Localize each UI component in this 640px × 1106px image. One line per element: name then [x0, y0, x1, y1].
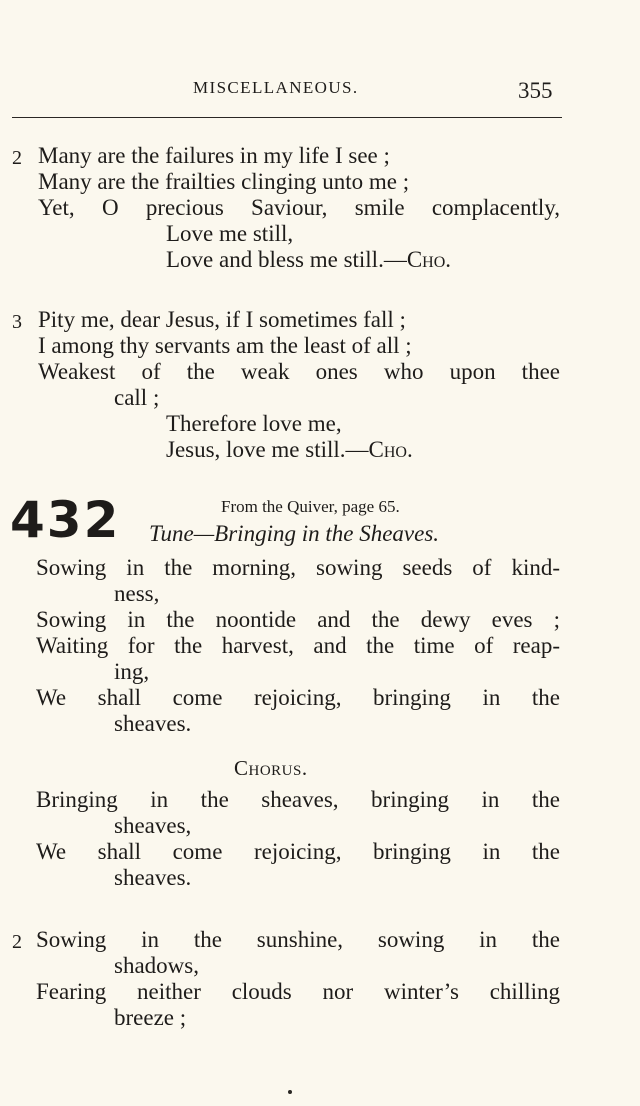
hymn-source: From the Quiver, page 65. [221, 497, 400, 516]
verse-line: sheaves. [114, 711, 192, 736]
chorus-heading: Chorus. [234, 756, 308, 780]
verse-line: We shall come rejoicing, bringing in the [36, 685, 560, 710]
verse-line: breeze ; [114, 1005, 187, 1030]
verse-line: call ; [114, 385, 160, 410]
verse-line: Weakest of the weak ones who upon thee [38, 359, 560, 384]
verse-line: Love and bless me still.— [166, 247, 407, 272]
page-mark [288, 1090, 292, 1094]
chorus-line: sheaves. [114, 865, 192, 890]
verse-line: Yet, O precious Saviour, smile complacently, [38, 195, 560, 220]
page-number: 355 [518, 78, 553, 103]
hymn-tune: Tune—Bringing in the Sheaves. [149, 521, 440, 546]
verse-line: shadows, [114, 953, 199, 978]
verse-number: 2 [12, 931, 22, 953]
verse-line: ness, [114, 581, 160, 606]
verse-line: Jesus, love me still.— [166, 437, 369, 462]
chorus-cue: Cho. [406, 247, 452, 272]
verse-line: Pity me, dear Jesus, if I sometimes fall ; [38, 307, 406, 332]
verse-line: Sowing in the noontide and the dewy eves ; [36, 607, 560, 632]
header-rule [12, 117, 562, 118]
verse-number: 2 [12, 147, 22, 169]
verse-line: Waiting for the harvest, and the time of reap- [36, 633, 560, 658]
chorus-line: Bringing in the sheaves, bringing in the [36, 787, 560, 812]
running-head: MISCELLANEOUS. [193, 78, 359, 97]
verse-line: Sowing in the morning, sowing seeds of kind- [36, 555, 560, 580]
verse-line: ing, [114, 659, 150, 684]
verse-line: Many are the failures in my life I see ; [38, 143, 390, 168]
chorus-cue: Cho. [368, 437, 413, 462]
verse-line-with-cho [166, 247, 451, 273]
chorus-line: We shall come rejoicing, bringing in the [36, 839, 560, 864]
chorus-line: sheaves, [114, 813, 192, 838]
verse-line-with-cho [166, 437, 413, 463]
verse-line: Therefore love me, [166, 411, 342, 436]
verse-line: Love me still, [166, 221, 294, 246]
verse-line: Fearing neither clouds nor winter’s chilling [36, 979, 560, 1004]
hymn-number: 432 [10, 491, 121, 549]
verse-number: 3 [12, 311, 22, 333]
verse-line: Many are the frailties clinging unto me ; [38, 169, 410, 194]
verse-line: I among thy servants am the least of all ; [38, 333, 412, 358]
verse-line: Sowing in the sunshine, sowing in the [36, 927, 560, 952]
